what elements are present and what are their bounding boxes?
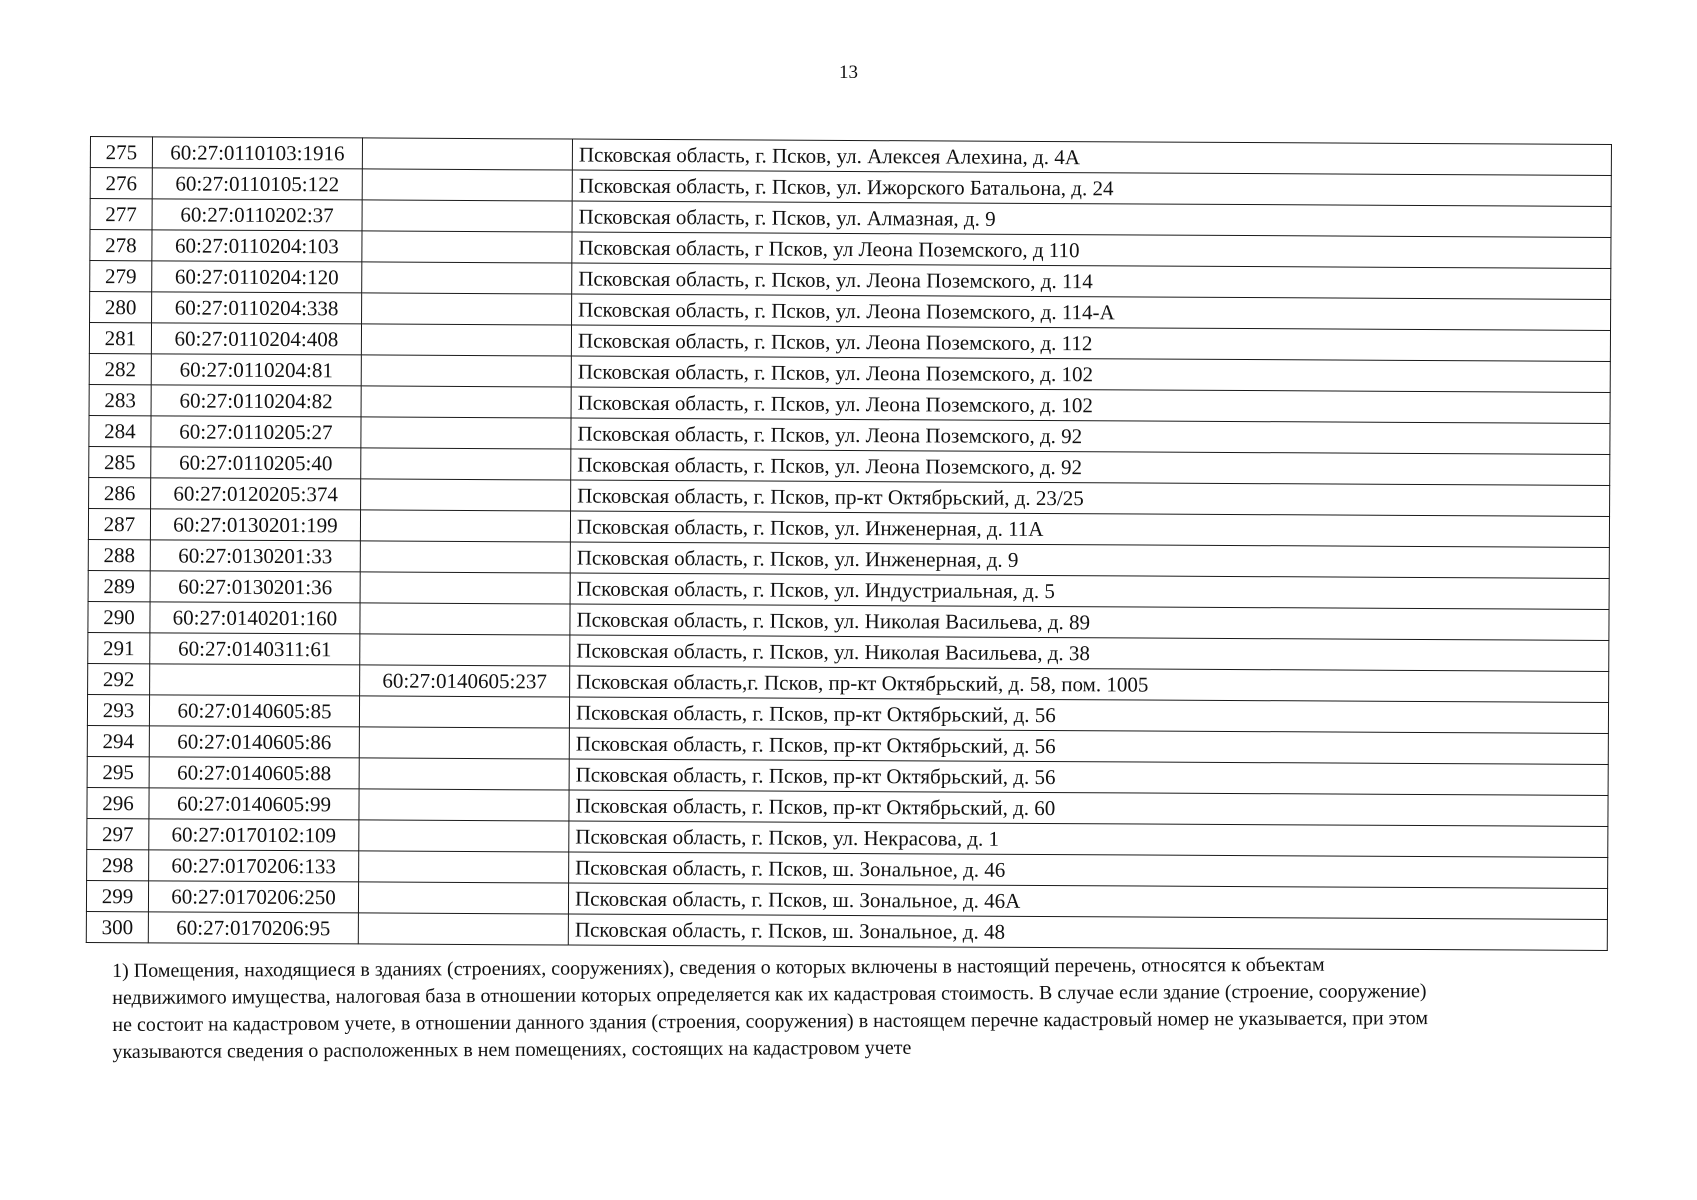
page-number: 13: [839, 62, 858, 83]
cadastral-number-cell: 60:27:0140605:99: [149, 788, 359, 820]
table-row: [86, 911, 1607, 950]
address-cell: Псковская область, г. Псков, ул. Индустриальная, д. 5: [570, 573, 1609, 609]
premises-cadastral-number-cell: [362, 293, 572, 325]
premises-cadastral-number-cell: [362, 262, 572, 294]
row-number-cell: 294: [87, 725, 149, 756]
cadastral-number-cell: 60:27:0140605:86: [149, 726, 359, 758]
premises-cadastral-number-cell: 60:27:0140605:237: [360, 665, 570, 697]
cadastral-number-cell: 60:27:0130201:199: [150, 509, 360, 541]
address-cell: Псковская область, г. Псков, ул. Инженерная, д. 11А: [570, 511, 1609, 547]
cadastral-number-cell: 60:27:0130201:36: [150, 571, 360, 603]
address-cell: Псковская область, г. Псков, ул. Некрасова, д. 1: [569, 821, 1608, 857]
row-number-cell: 277: [90, 199, 152, 230]
footnote-line: не состоит на кадастровом учете, в отношении данного здания (строения, сооружения) в настоящем перечне кадастровый номер не указывается, при этом: [112, 1007, 1429, 1036]
address-cell: Псковская область, г. Псков, ш. Зональное, д. 46: [569, 852, 1608, 888]
address-cell: Псковская область, г. Псков, ул. Леона Поземского, д. 112: [571, 325, 1610, 361]
address-cell: Псковская область, г. Псков, ул. Леона Поземского, д. 92: [571, 418, 1610, 454]
address-cell: Псковская область, г. Псков, ш. Зональное, д. 46А: [568, 883, 1607, 919]
row-number-cell: 298: [87, 849, 149, 880]
cadastral-number-cell: 60:27:0110204:120: [152, 261, 362, 293]
row-number-cell: 282: [89, 353, 151, 384]
row-number-cell: 284: [89, 415, 151, 446]
premises-cadastral-number-cell: [358, 882, 568, 914]
cadastral-number-cell: 60:27:0110202:37: [152, 199, 362, 231]
row-number-cell: 285: [89, 446, 151, 477]
row-number-cell: 296: [87, 787, 149, 818]
cadastral-number-cell: 60:27:0110103:1916: [152, 137, 362, 169]
premises-cadastral-number-cell: [360, 541, 570, 573]
row-number-cell: 276: [90, 168, 152, 199]
cadastral-number-cell: 60:27:0130201:33: [150, 540, 360, 572]
cadastral-number-cell: 60:27:0140311:61: [150, 633, 360, 665]
row-number-cell: 287: [88, 508, 150, 539]
premises-cadastral-number-cell: [361, 448, 571, 480]
row-number-cell: 293: [87, 694, 149, 725]
cadastral-number-cell: [150, 664, 360, 696]
footnote-line: указываются сведения о расположенных в нем помещениях, состоящих на кадастровом учете: [112, 1036, 912, 1063]
cadastral-number-cell: 60:27:0110204:81: [151, 354, 361, 386]
cadastral-number-cell: 60:27:0110204:408: [151, 323, 361, 355]
row-number-cell: 281: [89, 323, 151, 354]
row-number-cell: 286: [89, 477, 151, 508]
row-number-cell: 297: [87, 818, 149, 849]
premises-cadastral-number-cell: [359, 789, 569, 821]
address-cell: Псковская область, г. Псков, ул. Леона Поземского, д. 102: [571, 356, 1610, 392]
address-cell: Псковская область, г. Псков, пр-кт Октябрьский, д. 23/25: [571, 480, 1610, 516]
address-cell: Псковская область, г. Псков, ул. Леона Поземского, д. 92: [571, 449, 1610, 485]
premises-cadastral-number-cell: [359, 758, 569, 790]
premises-cadastral-number-cell: [359, 727, 569, 759]
premises-cadastral-number-cell: [361, 355, 571, 387]
cadastral-number-cell: 60:27:0120205:374: [151, 478, 361, 510]
address-cell: Псковская область, г. Псков, ул. Ижорского Батальона, д. 24: [572, 170, 1611, 206]
address-cell: Псковская область, г. Псков, ул. Алексея Алехина, д. 4А: [572, 139, 1611, 175]
row-number-cell: 283: [89, 384, 151, 415]
row-number-cell: 291: [88, 632, 150, 663]
address-cell: Псковская область, г. Псков, ул. Леона Поземского, д. 114-А: [572, 294, 1611, 330]
cadastral-number-cell: 60:27:0110205:27: [151, 416, 361, 448]
row-number-cell: 280: [90, 292, 152, 323]
address-cell: Псковская область, г. Псков, ул. Леона Поземского, д. 114: [572, 263, 1611, 299]
address-cell: Псковская область, г. Псков, ул. Николая Васильева, д. 89: [570, 604, 1609, 640]
premises-cadastral-number-cell: [360, 603, 570, 635]
cadastral-number-cell: 60:27:0170102:109: [149, 819, 359, 851]
address-cell: Псковская область, г. Псков, ул. Инженерная, д. 9: [570, 542, 1609, 578]
row-number-cell: 290: [88, 601, 150, 632]
address-cell: Псковская область, г. Псков, ул. Николая Васильева, д. 38: [570, 635, 1609, 671]
address-cell: Псковская область,г. Псков, пр-кт Октябрьский, д. 58, пом. 1005: [570, 666, 1609, 702]
property-table-body: [86, 137, 1611, 951]
premises-cadastral-number-cell: [361, 479, 571, 511]
row-number-cell: 278: [90, 230, 152, 261]
cadastral-number-cell: 60:27:0140605:85: [149, 695, 359, 727]
cadastral-number-cell: 60:27:0170206:133: [149, 850, 359, 882]
premises-cadastral-number-cell: [359, 851, 569, 883]
row-number-cell: 289: [88, 570, 150, 601]
address-cell: Псковская область, г. Псков, пр-кт Октябрьский, д. 56: [569, 697, 1608, 733]
cadastral-number-cell: 60:27:0110105:122: [152, 168, 362, 200]
cadastral-number-cell: 60:27:0110204:103: [152, 230, 362, 262]
premises-cadastral-number-cell: [362, 231, 572, 263]
cadastral-number-cell: 60:27:0140605:88: [149, 757, 359, 789]
cadastral-number-cell: 60:27:0110204:338: [152, 292, 362, 324]
address-cell: Псковская область, г Псков, ул Леона Поземского, д 110: [572, 232, 1611, 268]
cadastral-number-cell: 60:27:0140201:160: [150, 602, 360, 634]
row-number-cell: 300: [86, 911, 148, 942]
premises-cadastral-number-cell: [362, 138, 572, 170]
cadastral-number-cell: 60:27:0170206:95: [148, 912, 358, 944]
premises-cadastral-number-cell: [358, 913, 568, 945]
premises-cadastral-number-cell: [360, 510, 570, 542]
row-number-cell: 279: [90, 261, 152, 292]
footnote-line: 1) Помещения, находящиеся в зданиях (строениях, сооружениях), сведения о которых включены в настоящий перечень, относятся к объектам: [112, 953, 1325, 982]
address-cell: Псковская область, г. Псков, пр-кт Октябрьский, д. 60: [569, 790, 1608, 826]
premises-cadastral-number-cell: [361, 417, 571, 449]
premises-cadastral-number-cell: [360, 634, 570, 666]
row-number-cell: 288: [88, 539, 150, 570]
address-cell: Псковская область, г. Псков, ш. Зональное, д. 48: [568, 914, 1607, 950]
footnote: [112, 950, 1613, 1066]
row-number-cell: 295: [87, 756, 149, 787]
address-cell: Псковская область, г. Псков, ул. Леона Поземского, д. 102: [571, 387, 1610, 423]
row-number-cell: 292: [88, 663, 150, 694]
address-cell: Псковская область, г. Псков, пр-кт Октябрьский, д. 56: [569, 759, 1608, 795]
premises-cadastral-number-cell: [359, 820, 569, 852]
premises-cadastral-number-cell: [361, 324, 571, 356]
address-cell: Псковская область, г. Псков, пр-кт Октябрьский, д. 56: [569, 728, 1608, 764]
property-table: [86, 136, 1612, 951]
row-number-cell: 299: [86, 880, 148, 911]
premises-cadastral-number-cell: [361, 386, 571, 418]
cadastral-number-cell: 60:27:0110205:40: [151, 447, 361, 479]
premises-cadastral-number-cell: [359, 696, 569, 728]
row-number-cell: 275: [90, 137, 152, 168]
cadastral-number-cell: 60:27:0170206:250: [148, 881, 358, 913]
premises-cadastral-number-cell: [360, 572, 570, 604]
footnote-line: недвижимого имущества, налоговая база в отношении которых определяется как их кадастровая стоимость. В случае если здание (строение, сооружение): [112, 980, 1427, 1009]
premises-cadastral-number-cell: [362, 169, 572, 201]
cadastral-number-cell: 60:27:0110204:82: [151, 385, 361, 417]
premises-cadastral-number-cell: [362, 200, 572, 232]
address-cell: Псковская область, г. Псков, ул. Алмазная, д. 9: [572, 201, 1611, 237]
